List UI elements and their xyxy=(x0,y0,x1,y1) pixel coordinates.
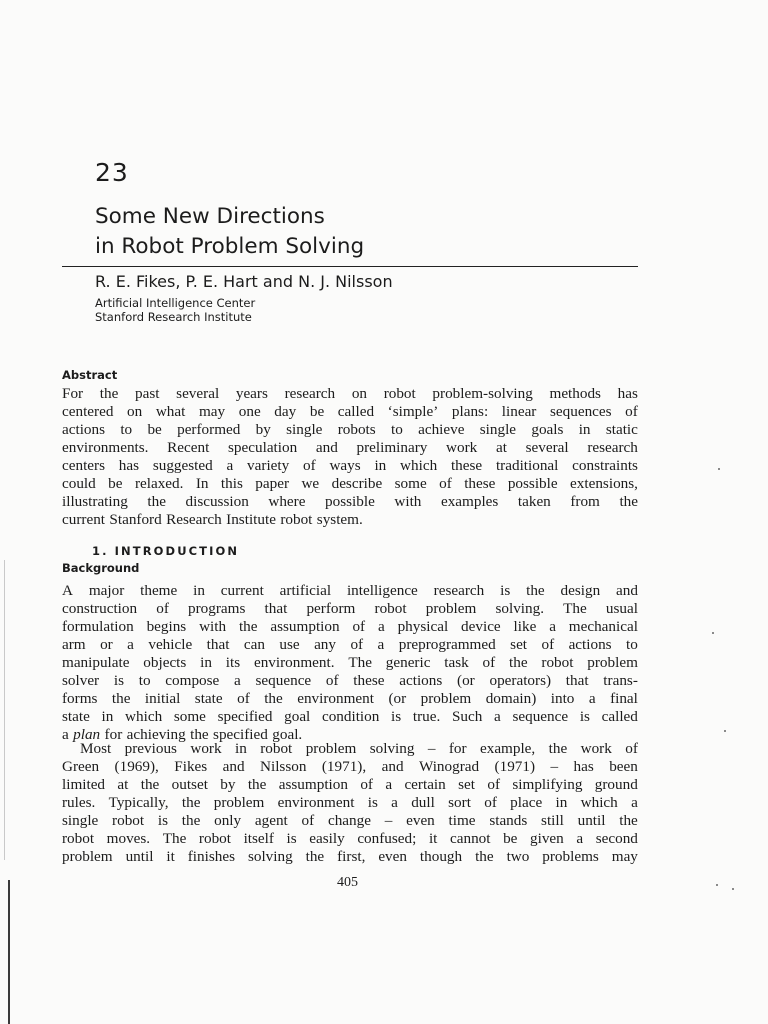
section-heading: 1. INTRODUCTION xyxy=(92,544,240,558)
subsection-heading: Background xyxy=(62,561,140,575)
text-line: environments. Recent speculation and preliminary work at several research xyxy=(62,439,638,456)
text-line: single robot is the only agent of change – even time stands still until the xyxy=(62,812,638,829)
text-line: centered on what may one day be called ‘simple’ plans: linear sequences of xyxy=(62,403,638,420)
text-line: Green (1969), Fikes and Nilsson (1971), and Winograd (1971) – has been xyxy=(62,758,638,775)
paragraph-2 xyxy=(62,740,638,866)
text-line: A major theme in current artificial intelligence research is the design and xyxy=(62,582,638,599)
page-edge-line xyxy=(8,880,10,1024)
text-line: construction of programs that perform robot problem solving. The usual xyxy=(62,600,638,617)
chapter-title xyxy=(95,202,635,262)
text-line: illustrating the discussion where possible with examples taken from the xyxy=(62,493,638,510)
authors: R. E. Fikes, P. E. Hart and N. J. Nilsson xyxy=(95,272,393,291)
page-number: 405 xyxy=(337,875,358,890)
text-line: current Stanford Research Institute robot system. xyxy=(62,511,363,528)
affiliation-line: Artificial Intelligence Center xyxy=(95,296,256,310)
text-line: robot moves. The robot itself is easily confused; it cannot be given a second xyxy=(62,830,638,847)
scan-speck xyxy=(732,888,734,890)
text-line: solver is to compose a sequence of these actions (or operators) that trans- xyxy=(62,672,638,689)
title-line: in Robot Problem Solving xyxy=(95,234,365,259)
text-line: arm or a vehicle that can use any of a preprogrammed set of actions to xyxy=(62,636,638,653)
text-line: Most previous work in robot problem solving – for example, the work of xyxy=(80,740,638,757)
scan-speck xyxy=(712,632,714,634)
text-line: could be relaxed. In this paper we describe some of these possible extensions, xyxy=(62,475,638,492)
page-edge-shadow xyxy=(4,560,5,860)
title-rule xyxy=(62,266,638,267)
text-line: problem until it finishes solving the first, even though the two problems may xyxy=(62,848,638,865)
text-line: a plan for achieving the specified goal. xyxy=(62,726,303,743)
text-line: For the past several years research on robot problem-solving methods has xyxy=(62,385,638,402)
text-line: rules. Typically, the problem environment is a dull sort of place in which a xyxy=(62,794,638,811)
text-line: actions to be performed by single robots to achieve single goals in static xyxy=(62,421,638,438)
text-line: centers has suggested a variety of ways in which these traditional constraints xyxy=(62,457,638,474)
scan-speck xyxy=(724,730,726,732)
scan-speck xyxy=(716,884,718,886)
abstract-heading: Abstract xyxy=(62,368,118,382)
text-line: state in which some specified goal condition is true. Such a sequence is called xyxy=(62,708,638,725)
affiliation-line: Stanford Research Institute xyxy=(95,310,252,324)
abstract-body xyxy=(62,385,638,529)
text-line: limited at the outset by the assumption of a certain set of simplifying ground xyxy=(62,776,638,793)
chapter-number: 23 xyxy=(95,158,129,187)
text-line: formulation begins with the assumption of a physical device like a mechanical xyxy=(62,618,638,635)
affiliation xyxy=(95,296,255,324)
scan-speck xyxy=(718,468,720,470)
text-line: forms the initial state of the environment (or problem domain) into a final xyxy=(62,690,638,707)
title-line: Some New Directions xyxy=(95,204,325,229)
text-line: manipulate objects in its environment. The generic task of the robot problem xyxy=(62,654,638,671)
paragraph-1 xyxy=(62,582,638,744)
